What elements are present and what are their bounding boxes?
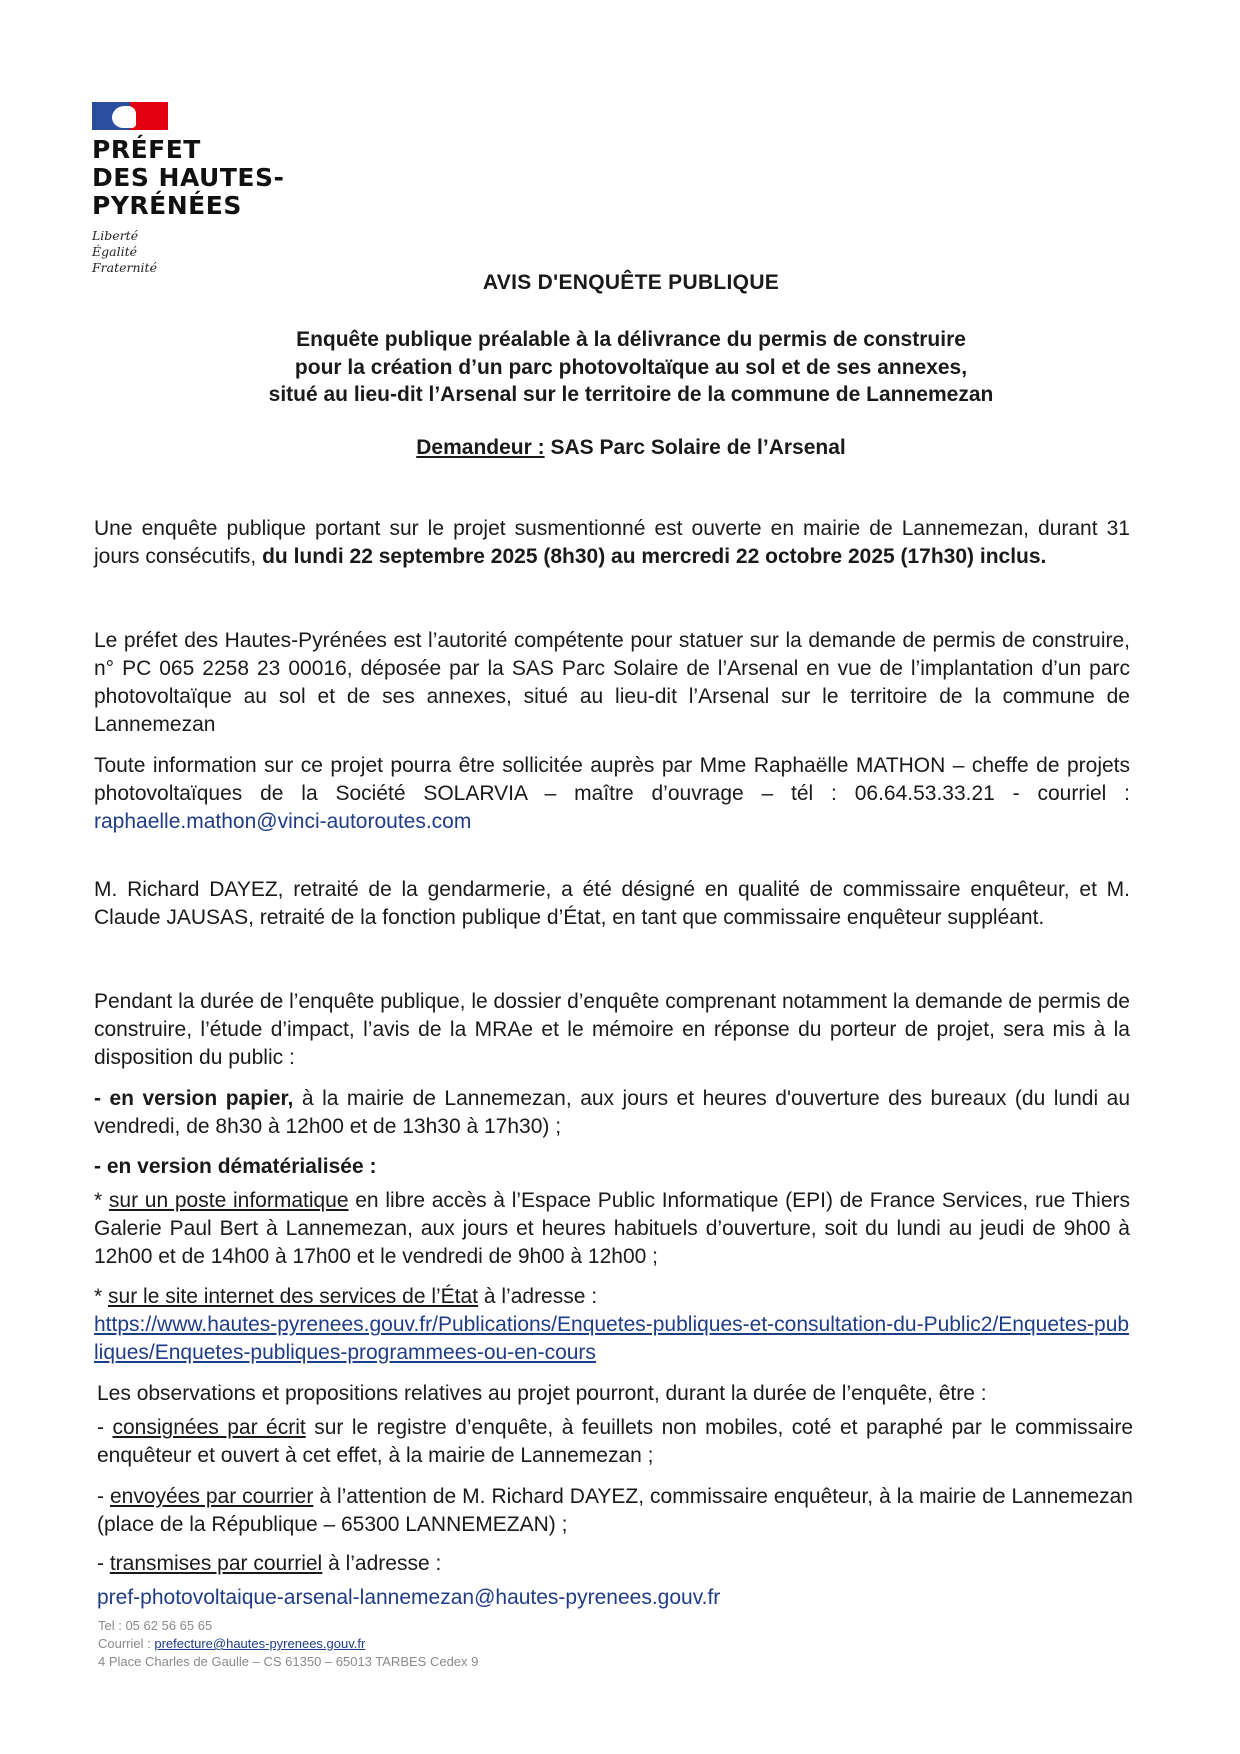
footer-tel: Tel : 05 62 56 65 65: [98, 1618, 213, 1633]
paragraph-mail: [97, 1483, 1133, 1539]
footer-courriel-link[interactable]: prefecture@hautes-pyrenees.gouv.fr: [154, 1636, 366, 1651]
contact-email-link[interactable]: raphaelle.mathon@vinci-autoroutes.com: [94, 810, 472, 833]
paragraph-observations: Les observations et propositions relatives au projet pourront, durant la durée de l’enquête, être :: [97, 1382, 987, 1405]
website-text: à l’adresse :: [478, 1285, 598, 1308]
dash: -: [97, 1416, 113, 1439]
subtitle-line-3: situé au lieu-dit l’Arsenal sur le territoire de la commune de Lannemezan: [268, 383, 994, 406]
footer-address: 4 Place Charles de Gaulle – CS 61350 – 65013 TARBES Cedex 9: [98, 1654, 479, 1669]
demandeur-label: Demandeur :: [416, 436, 545, 459]
paragraph-email: [97, 1550, 1133, 1612]
marianne-flag-icon: [92, 102, 168, 130]
paragraph-website: [94, 1283, 1130, 1367]
footer-courriel: [98, 1635, 478, 1653]
devise-fraternite: Fraternité: [92, 260, 157, 275]
dash: -: [97, 1552, 110, 1575]
prefecture-logo: [92, 102, 284, 276]
paper-version-label: - en version papier,: [94, 1087, 294, 1110]
paragraph-contact: [94, 752, 1130, 836]
email-text: à l’adresse :: [322, 1552, 442, 1575]
written-text: sur le registre d’enquête, à feuillets non mobiles, coté et paraphé par le commissaire enquêteur et ouvert à cet effet, à la mairie de Lannemezan ;: [97, 1416, 1134, 1467]
devise-liberte: Liberté: [92, 228, 139, 243]
logo-line-3: PYRÉNÉES: [92, 191, 242, 220]
computer-access-label: sur un poste informatique: [108, 1189, 349, 1212]
demandeur-value: SAS Parc Solaire de l’Arsenal: [544, 436, 846, 459]
subtitle-line-1: Enquête publique préalable à la délivrance du permis de construire: [296, 328, 966, 351]
dash: -: [97, 1485, 110, 1508]
paragraph-digital-version: [94, 1153, 1130, 1181]
page-title: AVIS D'ENQUÊTE PUBLIQUE: [482, 271, 780, 294]
paragraph-computer-access: [94, 1187, 1130, 1271]
devise-egalite: Égalité: [92, 244, 137, 259]
mail-label: envoyées par courrier: [109, 1485, 314, 1508]
mail-text: à l’attention de M. Richard DAYEZ, commissaire enquêteur, à la mairie de Lannemezan (place de la République – 65300 LANNEMEZAN) ;: [97, 1485, 1133, 1536]
logo-line-1: PRÉFET: [92, 135, 201, 164]
paper-version-text: à la mairie de Lannemezan, aux jours et heures d'ouverture des bureaux (du lundi au vendredi, de 8h30 à 12h00 et de 13h30 à 17h30) ;: [94, 1087, 1130, 1138]
footer: [98, 1617, 478, 1671]
devise: [92, 228, 284, 276]
opening-dates: du lundi 22 septembre 2025 (8h30) au mercredi 22 octobre 2025 (17h30) inclus.: [262, 545, 1047, 568]
demandeur: [0, 436, 1240, 460]
computer-access-text: en libre accès à l’Espace Public Informatique (EPI) de France Services, rue Thiers Galerie Paul Bert à Lannemezan, aux jours et heures habituels d’ouverture, soit du lundi au jeudi de 9h00 à 12h00 et de 14h00 à 17h00 et le vendredi de 9h00 à 12h00 ;: [94, 1189, 1130, 1268]
paragraph-dossier: Pendant la durée de l’enquête publique, le dossier d’enquête comprenant notamment la demande de permis de construire, l’étude d’impact, l’avis de la MRAe et le mémoire en réponse du porteur de projet, sera mis à la disposition du public :: [94, 990, 1130, 1069]
footer-courriel-label: Courriel :: [98, 1636, 155, 1651]
subtitle: [0, 326, 1240, 409]
logo-line-2: DES HAUTES-: [92, 163, 285, 192]
digital-version-label: - en version dématérialisée :: [94, 1155, 377, 1178]
email-label: transmises par courriel: [109, 1552, 323, 1575]
bullet: *: [94, 1285, 109, 1308]
paragraph-authority: Le préfet des Hautes-Pyrénées est l’autorité compétente pour statuer sur la demande de permis de construire, n° PC 065 2258 23 00016, déposée par la SAS Parc Solaire de l’Arsenal en vue de l’implantation d’un parc photovoltaïque au sol et de ses annexes, situé au lieu-dit l’Arsenal sur le territoire de la commune de Lannemezan: [94, 629, 1130, 736]
subtitle-line-2: pour la création d’un parc photovoltaïque au sol et de ses annexes,: [294, 355, 968, 379]
written-label: consignées par écrit: [112, 1416, 306, 1439]
paragraph-commissioner: M. Richard DAYEZ, retraité de la gendarmerie, a été désigné en qualité de commissaire enquêteur, et M. Claude JAUSAS, retraité de la fonction publique d’État, en tant que commissaire enquêteur suppléant.: [94, 878, 1130, 929]
contact-text: Toute information sur ce projet pourra être sollicitée auprès par Mme Raphaëlle MATHON – cheffe de projets photovoltaïques de la Société SOLARVIA – maître d’ouvrage – tél : 06.64.53.33.21 - courriel :: [94, 754, 1130, 805]
paragraph-written: [97, 1414, 1133, 1470]
bullet: *: [94, 1189, 109, 1212]
paragraph-opening: [94, 515, 1130, 571]
paragraph-paper-version: [94, 1085, 1130, 1141]
website-url-link[interactable]: https://www.hautes-pyrenees.gouv.fr/Publications/Enquetes-publiques-et-consultation-du-Public2/Enquetes-publiques/Enquetes-publiques-programmees-ou-en-cours: [94, 1313, 1130, 1364]
observation-email-link[interactable]: pref-photovoltaique-arsenal-lannemezan@hautes-pyrenees.gouv.fr: [97, 1586, 721, 1609]
website-label: sur le site internet des services de l’État: [108, 1285, 479, 1308]
opening-text: Une enquête publique portant sur le projet susmentionné est ouverte en mairie de Lannemezan, durant 31 jours consécutifs,: [94, 517, 1130, 568]
